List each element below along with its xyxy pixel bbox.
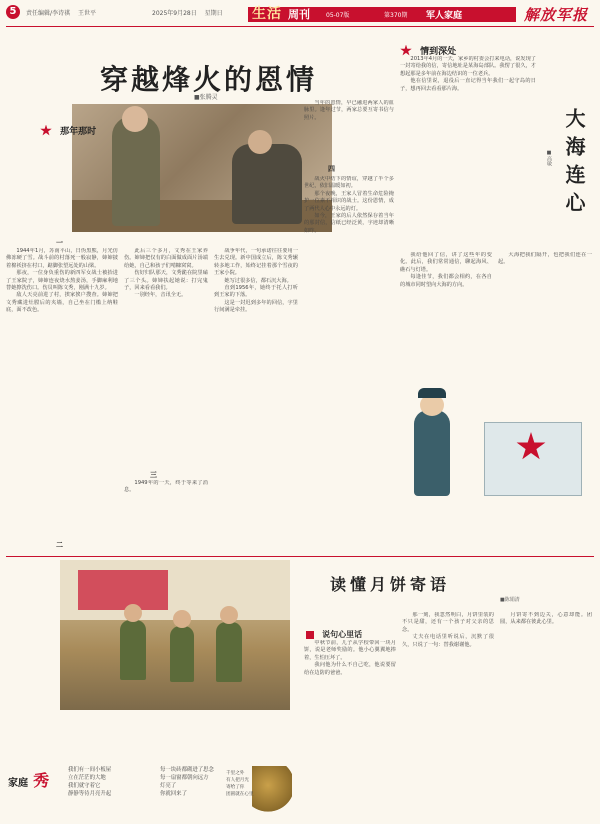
photo-child (120, 620, 146, 680)
paragraph: 我问他为什么不自己吃，他说要留给在边防的爸爸。 (304, 662, 396, 676)
paragraph: 1949年的一天，终于等来了消息。 (124, 480, 208, 494)
section-sub: 周刊 (288, 8, 310, 21)
section-rule (6, 556, 594, 557)
newspaper-logo: 解放军报 (524, 6, 589, 24)
issue-number: 第370期 (384, 12, 408, 19)
photo-figure-head (248, 130, 272, 154)
paragraph: 她写过很多信，都石沉大海。 (224, 277, 292, 284)
photo-child-head (220, 606, 238, 624)
decorative-moon-icon (252, 766, 292, 814)
poem-line: 每一扇窗都朝向远方 (160, 775, 209, 781)
star-icon (400, 45, 412, 57)
editor2-label: 王世平 (77, 10, 96, 17)
paragraph: 那个夜晚，王家人冒着生命危险掩护一位素不相识的战士。这份恩情，成了两代人心中永远的灯。 (304, 190, 394, 212)
header-date (152, 8, 229, 17)
paragraph: 月饼寄不到边关，心意却能。团圆，从来都在彼此心里。 (500, 612, 592, 626)
illustration-cap (418, 388, 446, 398)
poem-line: 千里之外 (226, 771, 245, 776)
article3-column-3 (500, 612, 592, 816)
article1-photo (72, 104, 332, 232)
poem-line: 静静等待月亮升起 (68, 791, 112, 797)
paragraph: 他在信里说，退役后一直记得当年我们一起守岛的日子，想再回去看看那片海。 (400, 78, 536, 92)
article1-column-3 (214, 248, 298, 548)
paragraph: 我给他回了信，讲了这些年的变化。此后，我们常常通信，聊起海风、礁石与灯塔。 (400, 252, 492, 273)
channel-name: 军人家庭 (426, 11, 463, 21)
paragraph: 1944年1月，苏南平山，日伪黑熊，月光仿佛冻硬了雪。战斗前的村落死一般寂静，婶婶披着棉袄挤在村口，踮脚张望远处的山梁。 (6, 248, 118, 269)
weekday-label: 星期日 (204, 10, 223, 17)
photo-child (216, 622, 242, 682)
paragraph: 战争年代，一句承诺往往要用一生去兑现。新中国成立后，陈文秀辗转多地工作，始终记挂着那个雪夜的王家小院。 (214, 248, 298, 277)
paragraph: 大海把我们隔开，也把我们连在一起。 (498, 252, 592, 266)
article3-photo (60, 560, 290, 710)
photo-figure-head (122, 106, 148, 132)
square-icon (306, 631, 314, 639)
paragraph: 那一刻，我忽然明白，月饼里装的不只是甜，还有一个孩子对父亲的思念。 (402, 612, 494, 633)
poem-line: 团圆就在心里 (226, 792, 254, 797)
paragraph: 一别经年，音讯全无。 (134, 292, 187, 299)
photo-child-head (173, 610, 191, 628)
paragraph: 每逢佳节，我们都会相约，在各自的城市同时望向大海的方向。 (400, 274, 492, 288)
page-number: 5 (6, 5, 20, 19)
article2-column-2 (400, 252, 492, 382)
family-poem-3b (226, 770, 254, 798)
section-heading-naniannashi (40, 120, 96, 139)
article3-column-1 (304, 640, 396, 816)
article3-column-2 (402, 612, 494, 816)
header-rule (6, 26, 594, 27)
article3-title: 读懂月饼寄语 (330, 575, 451, 594)
family-poem-2 (160, 766, 214, 798)
article1-column-2 (124, 248, 208, 468)
page-header (0, 0, 600, 30)
date-label: 2025年9月28日 (152, 10, 197, 17)
article2-title: 大海连心 (562, 108, 586, 220)
poem-line: 我们就守着它 (68, 783, 101, 789)
part-number-3: 三 (150, 471, 157, 479)
part-number-4: 四 (328, 165, 335, 173)
paragraph: 这是一封迟到多年的回信，字里行间满是牵挂。 (214, 299, 298, 314)
paragraph: 那夜，一位身负重伤的新四军女战士被抬进了王家院子，婶婶连夜烧水熬姜汤，手脚麻利地替她擦洗伤口。伤员叫陈文秀，刚满十九岁。 (6, 270, 118, 292)
photo-figure-elder (232, 144, 302, 224)
paragraph: 直到1956年，她终于托人打听到王家的下落。 (214, 285, 298, 299)
article1-column-2b (124, 480, 208, 550)
photo-figure-soldier (112, 116, 160, 226)
family-poem-1 (68, 766, 111, 798)
article3-byline: ■陈娟清 (500, 597, 520, 603)
paragraph: 此后三个多月，文秀在王家养伤。婶婶把仅有的白面做成面片汤端给她，自己和孩子们啃糠窝窝。 (124, 248, 208, 269)
section-band (248, 7, 516, 22)
article1-column-1 (6, 248, 118, 544)
poem-line: 寄给了你 (226, 785, 245, 790)
poem-line: 我们有一间小板屋 (68, 767, 112, 773)
article1-title: 穿越烽火的恩情 (100, 63, 318, 96)
section-main: 生活 (252, 6, 282, 22)
article2-column-3 (498, 252, 592, 382)
paragraph: 伤好归队那天，文秀跪在院里磕了三个头。婶婶扶起她说：打完鬼子，回来看看我们。 (124, 270, 208, 292)
section-label: 说句心里话 (322, 630, 363, 639)
page-code: 05-07版 (326, 12, 350, 19)
paragraph: 当年的恩情，早已融进两家人的血脉里。逢年过节，两家总要互寄书信与照片。 (304, 100, 394, 121)
header-meta (26, 8, 102, 17)
article2-column-1 (400, 56, 536, 246)
illustration-screen (484, 422, 582, 496)
article2-illustration (404, 386, 590, 500)
family-label-a: 家庭 (8, 778, 28, 789)
paragraph: 如今，王家的后人依然保存着当年的那封信，信纸已经泛黄，字迹却清晰如昨。 (304, 213, 394, 234)
part-number-1: 一 (56, 239, 63, 247)
paragraph: 中秋节前，儿子从学校带回一块月饼，说是老师奖励的。他小心翼翼地捧着，生怕压坏了。 (304, 640, 396, 661)
poem-line: 立在茫茫的大地 (68, 775, 106, 781)
illustration-soldier (414, 410, 450, 496)
poem-line: 灯亮了 (160, 783, 177, 789)
paragraph: 丈夫在电话里听说后，沉默了很久，只说了一句：替我谢谢他。 (402, 634, 494, 648)
paragraph: 2013年4月的一天，家乡的村委会打来电话，说发现了一封寄给我的信，寄信地址是某海岛部队。我愣了很久，才想起那是多年前在海边结识的一位老兵。 (400, 56, 536, 77)
family-label-b: 秀 (33, 771, 50, 790)
photo-child-head (124, 604, 142, 622)
star-icon (40, 125, 52, 137)
paragraph: 敌人天亮前进了村，挨家挨户搜查。婶婶把文秀藏进灶膛后的夹墙，自己坐在门槛上纳鞋底，面不改色。 (6, 292, 118, 314)
poem-line: 你就回来了 (160, 791, 187, 797)
article1-column-4 (304, 176, 394, 548)
article1-column-4a (304, 100, 394, 160)
photo-child (170, 626, 194, 682)
poem-line: 每一块砖都砌进了思念 (160, 767, 214, 773)
photo-board (78, 570, 168, 610)
article2-byline: ■高敏 (546, 150, 552, 166)
section-label: 情到深处 (420, 47, 457, 57)
part-number-2: 二 (56, 541, 63, 549)
paragraph: 战火中结下的情谊，穿越了半个多世纪，依旧温暖如初。 (304, 176, 394, 190)
section-label: 那年那时 (60, 127, 97, 137)
editor-label: 责任编辑/李诗祺 (26, 10, 71, 17)
family-corner-label (8, 768, 49, 791)
article1-byline: ■张腾灵 (194, 94, 218, 101)
poem-line: 有人把月光 (226, 778, 249, 783)
